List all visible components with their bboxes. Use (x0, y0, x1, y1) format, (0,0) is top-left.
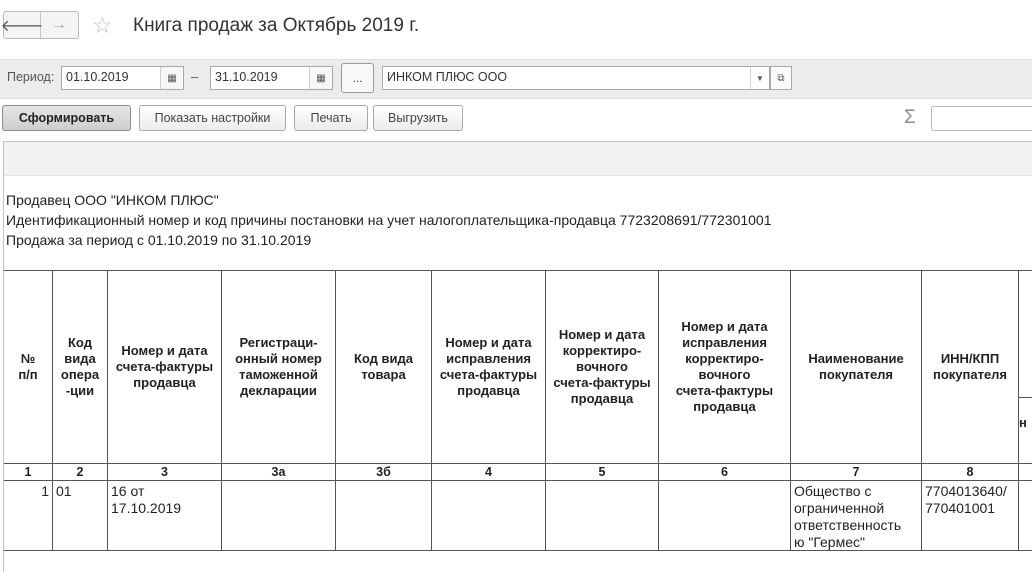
header-goods-code: Код вида товара (353, 351, 414, 382)
export-button[interactable]: Выгрузить (373, 105, 463, 131)
navigation-group (0, 11, 79, 39)
select-period-button[interactable]: ... (341, 63, 374, 93)
column-number: 3а (271, 465, 286, 479)
organization-value: ИНКОМ ПЛЮС ООО (387, 70, 508, 84)
date-from-field[interactable] (61, 66, 184, 90)
column-number: 3б (376, 465, 391, 479)
header-invoice: Номер и дата счета-фактуры продавца (115, 343, 214, 390)
header-invoice-correction: Номер и дата исправления счета-фактуры продавца (439, 335, 538, 398)
back-button[interactable] (0, 12, 44, 38)
page-title: Книга продаж за Октябрь 2019 г. (133, 15, 420, 36)
column-number: 4 (485, 465, 492, 479)
inn-line: Идентификационный номер и код причины постановки на учет налогоплательщика-продавца 7723208691/772301001 (6, 212, 772, 228)
arrow-left-icon: 🡐 (0, 17, 44, 35)
cell-operation-code: 01 (56, 483, 72, 499)
header-corrective-invoice: Номер и дата корректиро- вочного счета-фактуры продавца (553, 327, 651, 406)
header-operation-code: Код вида опера -ции (60, 335, 100, 398)
calendar-icon[interactable]: ▦ (160, 67, 183, 89)
favorite-star-icon[interactable]: ☆ (92, 12, 113, 38)
cell-buyer-inn-kpp: 7704013640/ 770401001 (925, 483, 1007, 516)
date-from-value: 01.10.2019 (66, 70, 129, 84)
column-number: 3 (161, 465, 168, 479)
cell-invoice: 16 от 17.10.2019 (111, 483, 182, 516)
open-window-icon: ⧉ (777, 72, 785, 84)
print-button[interactable]: Печать (294, 105, 368, 131)
cell-number: 1 (41, 483, 49, 499)
header-buyer-inn-kpp: ИНН/КПП покупателя (932, 351, 1008, 382)
arrow-right-icon: → (51, 16, 67, 33)
column-number: 5 (598, 465, 606, 479)
generate-button[interactable]: Сформировать (2, 105, 131, 131)
header-partial-next: н (1019, 415, 1027, 430)
column-number: 7 (852, 465, 860, 479)
date-to-field[interactable] (210, 66, 333, 90)
column-number: 8 (966, 465, 974, 479)
forward-button[interactable] (41, 12, 77, 38)
period-label: Период: (7, 70, 55, 84)
header-buyer-name: Наименование покупателя (808, 351, 904, 382)
header-corrective-invoice-correction: Номер и дата исправления корректиро- вочного счета-фактуры продавца (675, 319, 774, 414)
column-number: 1 (24, 465, 32, 479)
open-organization-button[interactable] (770, 66, 792, 90)
column-number: 2 (76, 465, 84, 479)
chevron-down-icon[interactable]: ▼ (750, 67, 769, 89)
header-customs-declaration: Регистраци- онный номер таможенной декларации (235, 335, 322, 398)
column-number: 6 (721, 465, 728, 479)
show-settings-button[interactable]: Показать настройки (139, 105, 286, 131)
calendar-icon[interactable]: ▦ (309, 67, 332, 89)
table-number-row-border (4, 480, 1032, 481)
period-line: Продажа за период с 01.10.2019 по 31.10.2019 (6, 232, 312, 248)
sum-field[interactable] (931, 106, 1032, 131)
date-to-value: 31.10.2019 (215, 70, 278, 84)
sum-icon[interactable]: Σ (904, 107, 916, 128)
organization-field[interactable] (382, 66, 770, 90)
seller-line: Продавец ООО "ИНКОМ ПЛЮС" (6, 192, 219, 208)
header-number: № п/п (18, 351, 38, 382)
report-header-strip (4, 142, 1032, 176)
cell-buyer-name: Общество с ограниченной ответственность ю "Гермес" (794, 483, 902, 550)
period-separator: – (191, 69, 199, 84)
